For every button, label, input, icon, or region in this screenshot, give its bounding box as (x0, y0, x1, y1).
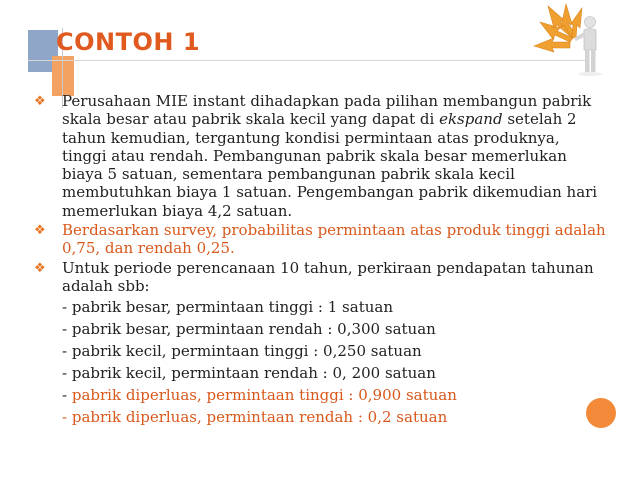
income-line-expanded: - pabrik diperluas, permintaan rendah : 0,2 satuan (62, 408, 448, 427)
bullet-item-1 (34, 92, 606, 220)
bullet-marker-icon: ❖ (34, 223, 46, 239)
bullet-marker-icon: ❖ (34, 94, 46, 109)
bullet-item-3 (34, 259, 606, 296)
title-underline (28, 60, 588, 61)
bullet-item-2 (34, 221, 606, 258)
income-line: - pabrik kecil, permintaan tinggi : 0,250 satuan (62, 342, 422, 361)
slide-content (34, 92, 606, 428)
income-line: - pabrik kecil, permintaan rendah : 0, 200 satuan (62, 364, 436, 383)
bullet-text-1: Perusahaan MIE instant dihadapkan pada pilihan membangun pabrik skala besar atau pabrik skala kecil yang dapat di ekspand setelah 2 tahun kemudian, tergantung kondisi permintaan atas produknya, tinggi atau rendah. Pembangunan pabrik skala besar memerlukan biaya 5 satuan, sementara pembangunan pabrik skala kecil membutuhkan biaya 1 satuan. Pengembangan pabrik dikemudian hari memerlukan biaya 4,2 satuan. (62, 92, 598, 220)
bullet-text-2: Berdasarkan survey, probabilitas permintaan atas produk tinggi adalah 0,75, dan rendah 0,25. (62, 221, 606, 258)
income-list (62, 296, 606, 428)
income-line: - pabrik besar, permintaan rendah : 0,300 satuan (62, 320, 436, 339)
income-line-expanded: - pabrik diperluas, permintaan tinggi : 0,900 satuan (62, 386, 457, 405)
person-pushing-arrows-illustration (526, 2, 626, 78)
decorative-orange-block (52, 56, 74, 96)
bullet-text-3: Untuk periode perencanaan 10 tahun, perkiraan pendapatan tahunan adalah sbb: (62, 258, 594, 295)
income-line: - pabrik besar, permintaan tinggi : 1 satuan (62, 298, 393, 317)
slide-title: CONTOH 1 (56, 28, 201, 56)
bullet-marker-icon: ❖ (34, 260, 46, 276)
